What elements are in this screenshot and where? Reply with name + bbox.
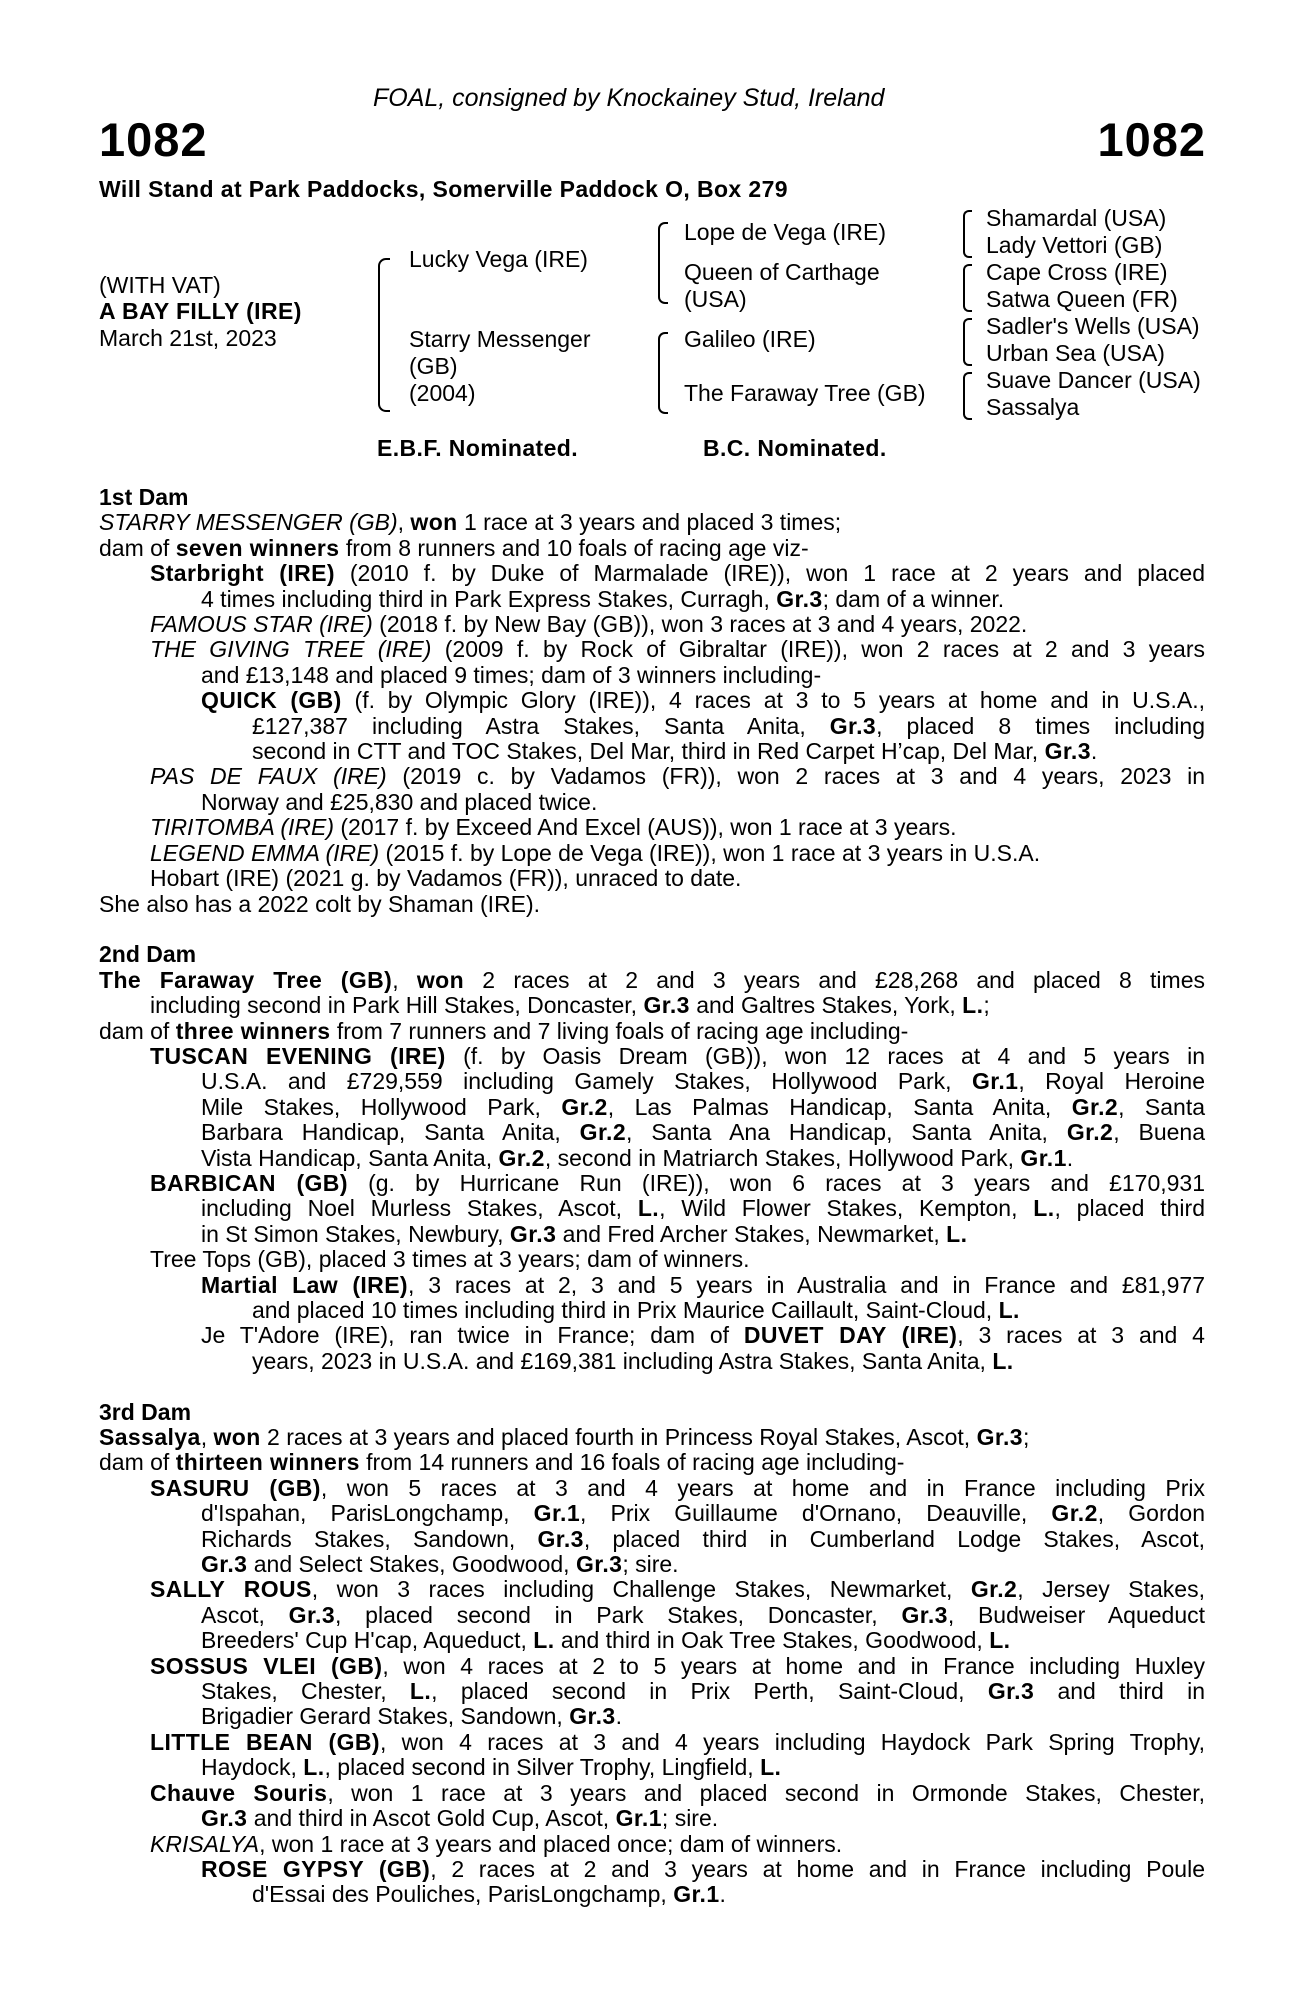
list-item-tuscan-evening-cont4: Vista Handicap, Santa Anita, Gr.2, second in Matriarch Stakes, Hollywood Park, Gr.1. [201,1144,1074,1171]
pedigree-brace-sire [658,222,668,304]
list-item-sasuru: SASURU (GB), won 5 races at 3 and 4 years at home and in France including Prix [150,1474,1205,1501]
list-item-little-bean: LITTLE BEAN (GB), won 4 races at 3 and 4 years including Haydock Park Spring Trophy, [150,1728,1205,1755]
ebf-nominated: E.B.F. Nominated. [377,435,579,461]
pedigree-brace-ss [963,210,972,258]
list-item-sally-rous: SALLY ROUS, won 3 races including Challenge Stakes, Newmarket, Gr.2, Jersey Stakes, [150,1576,1205,1603]
list-item-tree-tops: Tree Tops (GB), placed 3 times at 3 years; dam of winners. [150,1246,750,1273]
list-item-barbican: BARBICAN (GB) (g. by Hurricane Run (IRE)), won 6 races at 3 years and £170,931 [150,1169,1205,1196]
list-item-chauve-souris-cont: Gr.3 and third in Ascot Gold Cup, Ascot, Gr.1; sire. [201,1805,719,1832]
pedigree-gen3-sds: Cape Cross (IRE) [986,259,1168,285]
list-item-tuscan-evening-cont2: Mile Stakes, Hollywood Park, Gr.2, Las Palmas Handicap, Santa Anita, Gr.2, Santa [201,1093,1206,1120]
list-item-sossus-vlei-cont1: Stakes, Chester, L., placed second in Prix Perth, Saint-Cloud, Gr.3 and third in [201,1678,1205,1705]
stand-location: Will Stand at Park Paddocks, Somerville Paddock O, Box 279 [99,176,788,202]
pedigree-brace-dd [963,372,972,420]
second-dam-produce-line: dam of three winners from 7 runners and 7 living foals of racing age including- [99,1017,909,1044]
pedigree-sire-dam-line2: (USA) [684,286,747,312]
list-item-sasuru-cont1: d'Ispahan, ParisLongchamp, Gr.1, Prix Guillaume d'Ornano, Deauville, Gr.2, Gordon [201,1500,1206,1527]
horse-name: A BAY FILLY (IRE) [99,298,302,324]
lot-number-left: 1082 [99,113,208,166]
pedigree-gen3-ddd: Sassalya [986,394,1080,420]
bc-nominated: B.C. Nominated. [703,435,887,461]
list-item-tuscan-evening: TUSCAN EVENING (IRE) (f. by Oasis Dream (GB)), won 12 races at 4 and 5 years in [150,1042,1205,1069]
pedigree-gen3-ssd: Lady Vettori (GB) [986,232,1163,258]
pedigree-sire-dam-line1: Queen of Carthage [684,259,880,285]
list-item-giving-tree: THE GIVING TREE (IRE) (2009 f. by Rock of Gibraltar (IRE)), won 2 races at 2 and 3 years [150,636,1206,663]
list-item-je-tadore: Je T'Adore (IRE), ran twice in France; dam of DUVET DAY (IRE), 3 races at 3 and 4 [201,1322,1205,1349]
list-item-rose-gypsy-cont: d'Essai des Pouliches, ParisLongchamp, Gr.1. [252,1881,726,1908]
first-dam-line: STARRY MESSENGER (GB), won 1 race at 3 years and placed 3 times; [99,509,842,536]
consignor-line: FOAL, consigned by Knockainey Stud, Ireland [373,84,885,112]
horse-dob: March 21st, 2023 [99,325,277,351]
list-item-chauve-souris: Chauve Souris, won 1 race at 3 years and placed second in Ormonde Stakes, Chester, [150,1779,1205,1806]
list-item-legend-emma: LEGEND EMMA (IRE) (2015 f. by Lope de Vega (IRE)), won 1 race at 3 years in U.S.A. [150,839,1041,866]
list-item-barbican-cont1: including Noel Murless Stakes, Ascot, L., Wild Flower Stakes, Kempton, L., placed third [201,1195,1205,1222]
list-item-sasuru-cont3: Gr.3 and Select Stakes, Goodwood, Gr.3; sire. [201,1551,679,1578]
second-dam-line-cont: including second in Park Hill Stakes, Doncaster, Gr.3 and Galtres Stakes, York, L.; [150,992,990,1019]
lot-number-right: 1082 [1097,113,1206,166]
pedigree-dam-dam: The Faraway Tree (GB) [684,380,926,406]
list-item-martial-law-cont: and placed 10 times including third in Prix Maurice Caillault, Saint-Cloud, L. [252,1296,1020,1323]
pedigree-brace-dam [658,332,668,414]
pedigree-brace-gen1 [378,258,390,412]
list-item-giving-tree-cont: and £13,148 and placed 9 times; dam of 3 winners including- [201,661,822,688]
list-item-je-tadore-cont: years, 2023 in U.S.A. and £169,381 including Astra Stakes, Santa Anita, L. [252,1347,1014,1374]
list-item-quick-cont1: £127,387 including Astra Stakes, Santa Anita, Gr.3, placed 8 times including [252,712,1205,739]
pedigree-gen3-dsd: Urban Sea (USA) [986,340,1165,366]
list-item-sasuru-cont2: Richards Stakes, Sandown, Gr.3, placed third in Cumberland Lodge Stakes, Ascot, [201,1525,1205,1552]
list-item-sally-rous-cont1: Ascot, Gr.3, placed second in Park Stakes, Doncaster, Gr.3, Budweiser Aqueduct [201,1601,1206,1628]
pedigree-brace-sd [963,264,972,312]
pedigree-dam-line3: (2004) [409,380,476,406]
vat-note: (WITH VAT) [99,272,221,298]
list-item-tuscan-evening-cont1: U.S.A. and £729,559 including Gamely Stakes, Hollywood Park, Gr.1, Royal Heroine [201,1068,1205,1095]
list-item-krisalya: KRISALYA, won 1 race at 3 years and placed once; dam of winners. [150,1830,843,1857]
list-item-tiritomba: TIRITOMBA (IRE) (2017 f. by Exceed And Excel (AUS)), won 1 race at 3 years. [150,814,957,841]
pedigree-dam-sire: Galileo (IRE) [684,326,816,352]
first-dam-heading: 1st Dam [99,484,189,510]
pedigree-dam-line1: Starry Messenger [409,326,591,352]
first-dam-produce-line: dam of seven winners from 8 runners and 10 foals of racing age viz- [99,534,809,561]
list-item-tuscan-evening-cont3: Barbara Handicap, Santa Anita, Gr.2, Santa Ana Handicap, Santa Anita, Gr.2, Buena [201,1119,1205,1146]
third-dam-produce-line: dam of thirteen winners from 14 runners and 16 foals of racing age including- [99,1449,905,1476]
list-item-quick-cont2: second in CTT and TOC Stakes, Del Mar, third in Red Carpet H’cap, Del Mar, Gr.3. [252,738,1098,765]
catalogue-body [99,485,1205,1908]
list-item-starbright: Starbright (IRE) (2010 f. by Duke of Marmalade (IRE)), won 1 race at 2 years and placed [150,560,1205,587]
list-item-little-bean-cont: Haydock, L., placed second in Silver Trophy, Lingfield, L. [201,1754,782,1781]
list-item-sossus-vlei-cont2: Brigadier Gerard Stakes, Sandown, Gr.3. [201,1703,622,1730]
pedigree-gen3-dds: Suave Dancer (USA) [986,367,1201,393]
pedigree-gen3-sdd: Satwa Queen (FR) [986,286,1178,312]
list-item-sossus-vlei: SOSSUS VLEI (GB), won 4 races at 2 to 5 years at home and in France including Huxley [150,1652,1205,1679]
second-dam-heading: 2nd Dam [99,941,197,968]
list-item-martial-law: Martial Law (IRE), 3 races at 2, 3 and 5 years in Australia and in France and £81,977 [201,1271,1206,1298]
pedigree-gen3-sss: Shamardal (USA) [986,205,1167,231]
pedigree-sire: Lucky Vega (IRE) [409,246,588,272]
pedigree-sire-sire: Lope de Vega (IRE) [684,219,887,245]
pedigree-gen3-dss: Sadler's Wells (USA) [986,313,1200,339]
third-dam-heading: 3rd Dam [99,1398,192,1425]
third-dam-line: Sassalya, won 2 races at 3 years and placed fourth in Princess Royal Stakes, Ascot, Gr.3; [99,1424,1030,1450]
pedigree-brace-ds [963,318,972,366]
list-item-pas-de-faux-cont: Norway and £25,830 and placed twice. [201,788,598,815]
list-item-barbican-cont2: in St Simon Stakes, Newbury, Gr.3 and Fred Archer Stakes, Newmarket, L. [201,1220,968,1247]
list-item-hobart: Hobart (IRE) (2021 g. by Vadamos (FR)), unraced to date. [150,865,742,892]
list-item-famous-star: FAMOUS STAR (IRE) (2018 f. by New Bay (GB)), won 3 races at 3 and 4 years, 2022. [150,611,1028,638]
second-dam-line: The Faraway Tree (GB), won 2 races at 2 and 3 years and £28,268 and placed 8 times [99,966,1205,993]
pedigree-dam-line2: (GB) [409,353,458,379]
list-item-sally-rous-cont2: Breeders' Cup H'cap, Aqueduct, L. and third in Oak Tree Stakes, Goodwood, L. [201,1627,1011,1654]
list-item-rose-gypsy: ROSE GYPSY (GB), 2 races at 2 and 3 years at home and in France including Poule [201,1855,1205,1882]
first-dam-note: She also has a 2022 colt by Shaman (IRE). [99,890,541,917]
list-item-starbright-cont: 4 times including third in Park Express Stakes, Curragh, Gr.3; dam of a winner. [201,585,1005,612]
list-item-quick: QUICK (GB) (f. by Olympic Glory (IRE)), 4 races at 3 to 5 years at home and in U.S.A., [201,687,1205,714]
list-item-pas-de-faux: PAS DE FAUX (IRE) (2019 c. by Vadamos (FR)), won 2 races at 3 and 4 years, 2023 in [150,763,1205,790]
